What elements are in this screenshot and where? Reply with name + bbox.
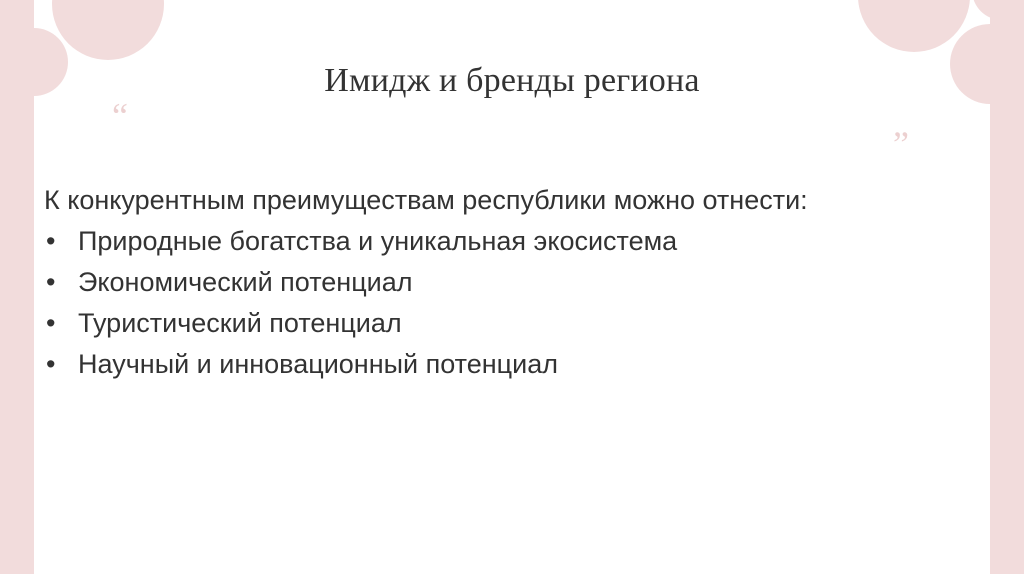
list-item (44, 344, 974, 385)
decorative-circle (52, 0, 164, 60)
open-quote-mark: “ (112, 96, 128, 136)
list-item (44, 262, 974, 303)
list-item (44, 303, 974, 344)
list-item-text: Туристический потенциал (78, 308, 402, 338)
bullet-marker: • (46, 226, 56, 256)
bullet-marker: • (46, 308, 56, 338)
decorative-circle (858, 0, 970, 52)
list-item-text: Экономический потенциал (78, 267, 413, 297)
bullet-list (44, 221, 974, 385)
decorative-circle (950, 24, 1024, 104)
list-item-text: Природные богатства и уникальная экосистема (78, 226, 678, 256)
decorative-circle (0, 28, 68, 96)
close-quote-mark: ” (893, 124, 909, 164)
bullet-marker: • (46, 349, 56, 379)
bullet-marker: • (46, 267, 56, 297)
slide-content (44, 180, 974, 385)
list-item (44, 221, 974, 262)
list-item-text: Научный и инновационный потенциал (78, 349, 558, 379)
slide-title: Имидж и бренды региона (324, 62, 700, 99)
intro-text: К конкурентным преимуществам республики можно отнести: (44, 185, 808, 215)
